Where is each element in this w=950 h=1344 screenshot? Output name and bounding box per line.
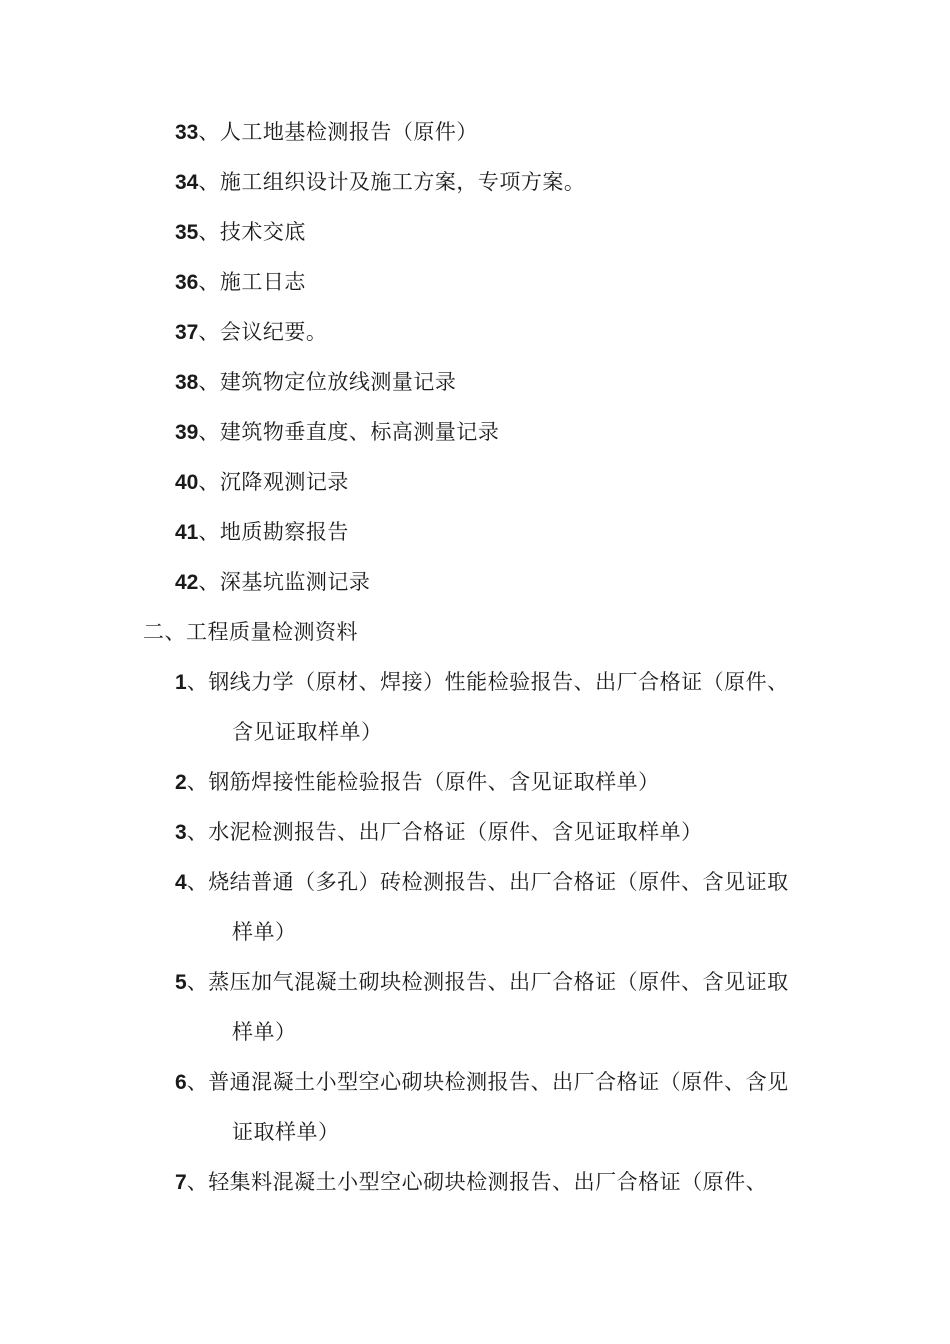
item-separator: 、 [186,670,209,694]
item-text: 施工组织设计及施工方案，专项方案。 [219,170,586,194]
list-item [175,318,327,347]
item-text: 钢筋焊接性能检验报告（原件、含见证取样单） [208,770,660,794]
item-number: 1 [175,671,187,694]
item-separator: 、 [186,1170,209,1194]
item-number: 5 [175,971,187,994]
item-separator: 、 [198,570,220,594]
item-text: 烧结普通（多孔）砖检测报告、出厂合格证（原件、含见证取 [208,870,789,894]
list-item [175,868,789,897]
list-item [175,268,306,297]
item-separator: 、 [186,1070,209,1094]
item-text: 会议纪要。 [219,320,328,344]
item-text: 水泥检测报告、出厂合格证（原件、含见证取样单） [208,820,703,844]
item-number: 35 [175,221,199,244]
list-item [175,468,349,497]
list-item-continuation: 样单） [232,1020,297,1044]
item-number: 2 [175,771,187,794]
item-text: 地质勘察报告 [219,520,349,544]
list-item [175,1068,789,1097]
list-item [175,1168,767,1197]
item-text: 施工日志 [219,270,306,294]
item-text: 建筑物定位放线测量记录 [219,370,457,394]
item-number: 40 [175,471,199,494]
item-separator: 、 [186,970,209,994]
list-item [175,518,349,547]
item-text: 人工地基检测报告（原件） [219,120,478,144]
list-item [175,668,789,697]
item-text: 蒸压加气混凝土砌块检测报告、出厂合格证（原件、含见证取 [208,970,789,994]
item-separator: 、 [186,820,209,844]
list-item [175,168,585,197]
list-item-continuation: 样单） [232,920,297,944]
list-item [175,968,789,997]
item-number: 39 [175,421,199,444]
item-number: 38 [175,371,199,394]
item-number: 7 [175,1171,187,1194]
item-separator: 、 [186,870,209,894]
list-item [175,768,660,797]
item-separator: 、 [198,420,220,444]
item-text: 沉降观测记录 [219,470,349,494]
item-number: 34 [175,171,199,194]
item-number: 37 [175,321,199,344]
item-number: 4 [175,871,187,894]
item-number: 41 [175,521,199,544]
item-number: 3 [175,821,187,844]
list-item-continuation: 证取样单） [232,1120,340,1144]
item-number: 42 [175,571,199,594]
item-separator: 、 [198,270,220,294]
item-separator: 、 [198,370,220,394]
item-separator: 、 [198,520,220,544]
item-separator: 、 [198,320,220,344]
item-number: 6 [175,1071,187,1094]
item-number: 33 [175,121,199,144]
item-text: 技术交底 [219,220,306,244]
item-separator: 、 [198,170,220,194]
list-item [175,368,456,397]
list-item [175,818,703,847]
item-separator: 、 [198,470,220,494]
item-text: 深基坑监测记录 [219,570,371,594]
item-text: 钢线力学（原材、焊接）性能检验报告、出厂合格证（原件、 [208,670,789,694]
item-separator: 、 [198,220,220,244]
item-separator: 、 [198,120,220,144]
section-heading: 二、工程质量检测资料 [143,620,358,644]
item-text: 普通混凝土小型空心砌块检测报告、出厂合格证（原件、含见 [208,1070,789,1094]
list-item [175,118,478,147]
list-item [175,568,370,597]
item-text: 轻集料混凝土小型空心砌块检测报告、出厂合格证（原件、 [208,1170,768,1194]
item-separator: 、 [186,770,209,794]
list-item [175,418,499,447]
list-item [175,218,306,247]
item-number: 36 [175,271,199,294]
list-item-continuation: 含见证取样单） [232,720,383,744]
item-text: 建筑物垂直度、标高测量记录 [219,420,500,444]
